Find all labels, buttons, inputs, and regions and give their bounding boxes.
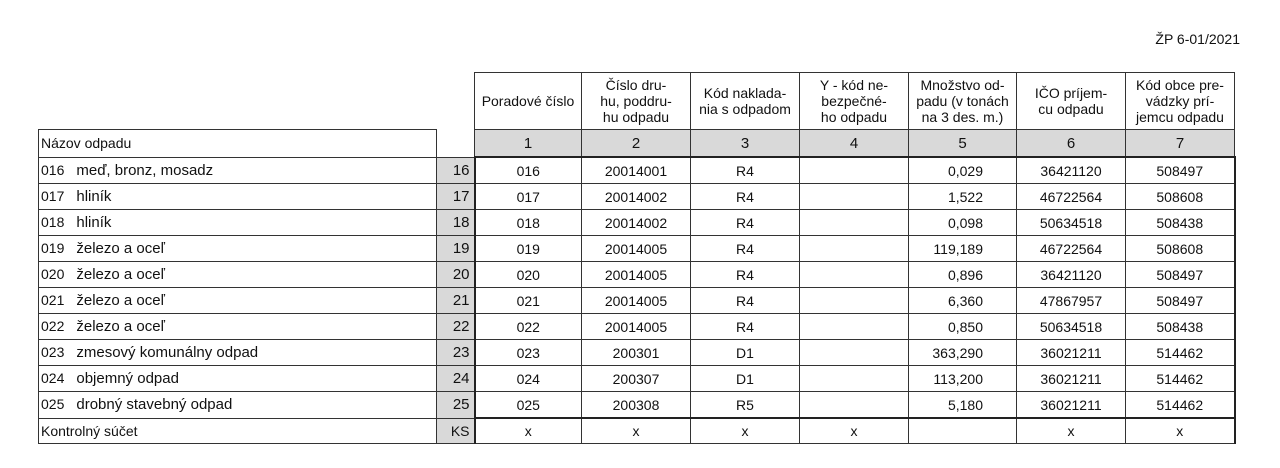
- cell-col-6: 50634518: [1017, 314, 1126, 340]
- table-row: [39, 340, 1235, 366]
- rownum-column-header: [437, 130, 475, 158]
- cell-col-7: 508608: [1126, 236, 1235, 262]
- column-number-3: 3: [691, 130, 800, 158]
- waste-name-cell: [39, 340, 437, 366]
- cell-col-2: 20014005: [582, 288, 691, 314]
- cell-col-5: 0,029: [909, 157, 1017, 184]
- cell-col-2: 200301: [582, 340, 691, 366]
- cell-col-5: 0,850: [909, 314, 1017, 340]
- cell-col-4: [800, 314, 909, 340]
- cell-col-5: 113,200: [909, 366, 1017, 392]
- cell-col-4: [800, 236, 909, 262]
- waste-name-cell: [39, 210, 437, 236]
- column-header-row: [39, 73, 1235, 130]
- table-row: [39, 366, 1235, 392]
- waste-code: 024: [41, 370, 65, 386]
- cell-col-5: 5,180: [909, 392, 1017, 419]
- waste-name: železo a oceľ: [76, 318, 165, 335]
- row-number: 21: [437, 288, 475, 314]
- table-row: [39, 157, 1235, 184]
- cell-col-7: 508497: [1126, 288, 1235, 314]
- checksum-col-4: x: [800, 418, 909, 444]
- table-row: [39, 262, 1235, 288]
- cell-col-5: 0,098: [909, 210, 1017, 236]
- cell-col-3: R4: [691, 157, 800, 184]
- waste-code: 018: [41, 214, 65, 230]
- checksum-col-5: [909, 418, 1017, 444]
- cell-col-7: 514462: [1126, 340, 1235, 366]
- cell-col-3: R4: [691, 236, 800, 262]
- row-number: 18: [437, 210, 475, 236]
- cell-col-7: 508608: [1126, 184, 1235, 210]
- waste-code: 023: [41, 344, 65, 360]
- waste-name-cell: [39, 184, 437, 210]
- cell-col-1: 023: [475, 340, 582, 366]
- column-header-7: Kód obce pre- vádzky prí- jemcu odpadu: [1126, 73, 1235, 130]
- cell-col-6: 36421120: [1017, 262, 1126, 288]
- column-number-6: 6: [1017, 130, 1126, 158]
- checksum-label: Kontrolný súčet: [39, 418, 437, 444]
- cell-col-1: 024: [475, 366, 582, 392]
- row-number: 20: [437, 262, 475, 288]
- blank-header-cell: [39, 73, 437, 130]
- cell-col-3: R4: [691, 262, 800, 288]
- waste-name: objemný odpad: [76, 370, 179, 387]
- column-number-7: 7: [1126, 130, 1235, 158]
- column-number-2: 2: [582, 130, 691, 158]
- waste-name: železo a oceľ: [76, 292, 165, 309]
- table-row: [39, 184, 1235, 210]
- cell-col-4: [800, 392, 909, 419]
- cell-col-4: [800, 340, 909, 366]
- column-header-3: Kód naklada- nia s odpadom: [691, 73, 800, 130]
- cell-col-4: [800, 157, 909, 184]
- table-row: [39, 392, 1235, 419]
- cell-col-3: R4: [691, 184, 800, 210]
- checksum-col-6: x: [1017, 418, 1126, 444]
- cell-col-5: 1,522: [909, 184, 1017, 210]
- cell-col-1: 018: [475, 210, 582, 236]
- cell-col-6: 36421120: [1017, 157, 1126, 184]
- checksum-col-1: x: [475, 418, 582, 444]
- cell-col-4: [800, 366, 909, 392]
- waste-code: 022: [41, 318, 65, 334]
- form-code: ŽP 6-01/2021: [1155, 31, 1240, 47]
- column-number-5: 5: [909, 130, 1017, 158]
- cell-col-5: 119,189: [909, 236, 1017, 262]
- cell-col-1: 022: [475, 314, 582, 340]
- cell-col-5: 363,290: [909, 340, 1017, 366]
- cell-col-6: 46722564: [1017, 236, 1126, 262]
- waste-name: železo a oceľ: [76, 240, 165, 257]
- waste-name: zmesový komunálny odpad: [76, 344, 259, 361]
- waste-code: 025: [41, 396, 65, 413]
- table-row: [39, 314, 1235, 340]
- cell-col-1: 019: [475, 236, 582, 262]
- column-number-4: 4: [800, 130, 909, 158]
- cell-col-4: [800, 262, 909, 288]
- waste-code: 020: [41, 266, 65, 282]
- waste-name: drobný stavebný odpad: [76, 396, 233, 414]
- row-number: 19: [437, 236, 475, 262]
- waste-name-cell: [39, 236, 437, 262]
- column-header-2: Číslo dru- hu, poddru- hu odpadu: [582, 73, 691, 130]
- cell-col-6: 46722564: [1017, 184, 1126, 210]
- table-row: [39, 288, 1235, 314]
- cell-col-7: 508497: [1126, 262, 1235, 288]
- waste-name: meď, bronz, mosadz: [76, 161, 214, 179]
- row-number: 22: [437, 314, 475, 340]
- cell-col-5: 6,360: [909, 288, 1017, 314]
- waste-name-cell: [39, 366, 437, 392]
- blank-header-cell: [437, 73, 475, 130]
- cell-col-3: R4: [691, 210, 800, 236]
- cell-col-2: 20014005: [582, 314, 691, 340]
- cell-col-2: 20014002: [582, 184, 691, 210]
- cell-col-3: D1: [691, 366, 800, 392]
- waste-code: 017: [41, 188, 65, 204]
- cell-col-7: 514462: [1126, 366, 1235, 392]
- cell-col-7: 508438: [1126, 210, 1235, 236]
- waste-table: [38, 72, 1236, 444]
- cell-col-7: 514462: [1126, 392, 1235, 419]
- column-header-5: Množstvo od- padu (v tonách na 3 des. m.): [909, 73, 1017, 130]
- waste-code: 016: [41, 161, 65, 178]
- cell-col-6: 36021211: [1017, 366, 1126, 392]
- waste-name: železo a oceľ: [76, 266, 165, 283]
- cell-col-2: 20014005: [582, 262, 691, 288]
- column-header-4: Y - kód ne- bezpečné- ho odpadu: [800, 73, 909, 130]
- cell-col-1: 020: [475, 262, 582, 288]
- table-row: [39, 236, 1235, 262]
- cell-col-2: 20014002: [582, 210, 691, 236]
- cell-col-5: 0,896: [909, 262, 1017, 288]
- row-number: 16: [437, 157, 475, 184]
- checksum-col-2: x: [582, 418, 691, 444]
- cell-col-3: R4: [691, 288, 800, 314]
- cell-col-6: 36021211: [1017, 340, 1126, 366]
- waste-name: hliník: [76, 188, 112, 205]
- cell-col-6: 36021211: [1017, 392, 1126, 419]
- row-number: 17: [437, 184, 475, 210]
- checksum-col-7: x: [1126, 418, 1235, 444]
- cell-col-1: 021: [475, 288, 582, 314]
- cell-col-1: 016: [475, 157, 582, 184]
- waste-name: hliník: [76, 214, 112, 231]
- waste-name-cell: [39, 288, 437, 314]
- cell-col-4: [800, 288, 909, 314]
- waste-name-cell: [39, 157, 437, 184]
- waste-name-cell: [39, 314, 437, 340]
- cell-col-2: 200307: [582, 366, 691, 392]
- row-number: 23: [437, 340, 475, 366]
- column-number-row: [39, 130, 1235, 158]
- waste-name-cell: [39, 392, 437, 419]
- cell-col-6: 47867957: [1017, 288, 1126, 314]
- cell-col-7: 508497: [1126, 157, 1235, 184]
- waste-code: 021: [41, 292, 65, 308]
- waste-name-cell: [39, 262, 437, 288]
- cell-col-4: [800, 210, 909, 236]
- checksum-rownum: KS: [437, 418, 475, 444]
- name-column-header: Názov odpadu: [39, 130, 437, 158]
- column-number-1: 1: [475, 130, 582, 158]
- table-row: [39, 210, 1235, 236]
- cell-col-3: D1: [691, 340, 800, 366]
- row-number: 24: [437, 366, 475, 392]
- cell-col-4: [800, 184, 909, 210]
- checksum-col-3: x: [691, 418, 800, 444]
- waste-code: 019: [41, 240, 65, 256]
- cell-col-2: 20014005: [582, 236, 691, 262]
- cell-col-2: 20014001: [582, 157, 691, 184]
- cell-col-1: 017: [475, 184, 582, 210]
- row-number: 25: [437, 392, 475, 419]
- cell-col-2: 200308: [582, 392, 691, 419]
- checksum-row: [39, 418, 1235, 444]
- cell-col-3: R5: [691, 392, 800, 419]
- cell-col-3: R4: [691, 314, 800, 340]
- column-header-6: IČO príjem- cu odpadu: [1017, 73, 1126, 130]
- cell-col-7: 508438: [1126, 314, 1235, 340]
- cell-col-1: 025: [475, 392, 582, 419]
- column-header-1: Poradové číslo: [475, 73, 582, 130]
- cell-col-6: 50634518: [1017, 210, 1126, 236]
